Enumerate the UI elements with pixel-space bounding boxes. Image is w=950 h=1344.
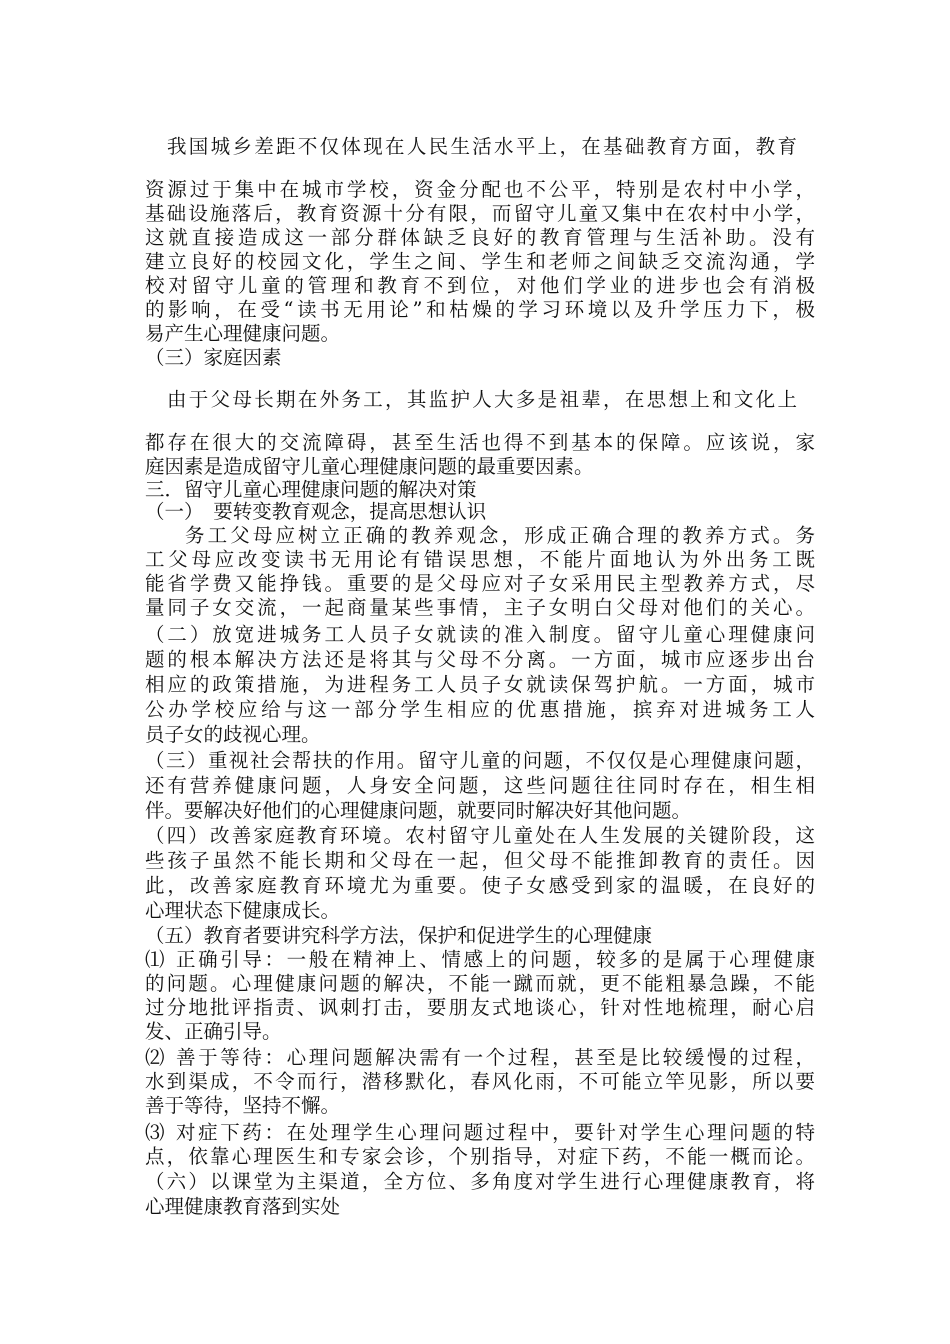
text-line: 这就直接造成这一部分群体缺乏良好的教育管理与生活补助。没有: [145, 226, 815, 249]
text-line: ⑴ 正确引导：一般在精神上、情感上的问题，较多的是属于心理健康: [145, 948, 815, 971]
text-line: 此，改善家庭教育环境尤为重要。使子女感受到家的温暖，在良好的: [145, 874, 815, 897]
text-line: 相应的政策措施，为进程务工人员子女就读保驾护航。一方面，城市: [145, 673, 815, 696]
text-line: 由于父母长期在外务工，其监护人大多是祖辈，在思想上和文化上: [167, 388, 797, 411]
text-line: 基础设施落后，教育资源十分有限，而留守儿童又集中在农村中小学，: [145, 202, 815, 225]
text-line: 的问题。心理健康问题的解决，不能一蹴而就，更不能粗暴急躁，不能: [145, 972, 815, 995]
text-line: 务工父母应树立正确的教养观念，形成正确合理的教养方式。务: [185, 524, 815, 547]
text-line: （三）重视社会帮扶的作用。留守儿童的问题，不仅仅是心理健康问题，: [145, 749, 815, 772]
text-line: 校对留守儿童的管理和教育不到位，对他们学业的进步也会有消极: [145, 274, 815, 297]
text-line: 工父母应改变读书无用论有错误思想，不能片面地认为外出务工既: [145, 548, 815, 571]
text-line: 过分地批评指责、讽刺打击，要朋友式地谈心，针对性地梳理，耐心启: [145, 996, 815, 1019]
section-heading: （五）教育者要讲究科学方法，保护和促进学生的心理健康: [145, 924, 653, 947]
text-line: 发、正确引导。: [145, 1020, 282, 1043]
text-line: 的影响，在受“读书无用论”和枯燥的学习环境以及升学压力下，极: [145, 298, 815, 321]
text-line: 量同子女交流，一起商量某些事情，主子女明白父母对他们的关心。: [145, 596, 815, 619]
text-line: 建立良好的校园文化，学生之间、学生和老师之间缺乏交流沟通，学: [145, 250, 815, 273]
text-line: ⑵ 善于等待：心理问题解决需有一个过程，甚至是比较缓慢的过程，: [145, 1046, 815, 1069]
text-line: 还有营养健康问题，人身安全问题，这些问题往往同时存在，相生相: [145, 774, 815, 797]
text-line: 资源过于集中在城市学校，资金分配也不公平，特别是农村中小学，: [145, 178, 815, 201]
subsection-heading: （一） 要转变教育观念，提高思想认识: [145, 500, 487, 523]
text-line: ⑶ 对症下药：在处理学生心理问题过程中，要针对学生心理问题的特: [145, 1121, 815, 1144]
text-line: 点，依靠心理医生和专家会诊，个别指导，对症下药，不能一概而论。: [145, 1145, 815, 1168]
text-line: 水到渠成，不令而行，潜移默化，春风化雨，不可能立竿见影，所以要: [145, 1070, 815, 1093]
text-line: 伴。要解决好他们的心理健康问题，就要同时解决好其他问题。: [145, 799, 692, 822]
text-line: 能省学费又能挣钱。重要的是父母应对子女采用民主型教养方式，尽: [145, 572, 815, 595]
text-line: （六）以课堂为主渠道，全方位、多角度对学生进行心理健康教育，将: [145, 1170, 815, 1193]
text-line: 公办学校应给与这一部分学生相应的优惠措施，摈弃对进城务工人: [145, 698, 815, 721]
text-line: 些孩子虽然不能长期和父母在一起，但父母不能推卸教育的责任。因: [145, 849, 815, 872]
text-line: 题的根本解决方法还是将其与父母不分离。一方面，城市应逐步出台: [145, 648, 815, 671]
section-heading: （三）家庭因素: [145, 346, 282, 369]
text-line: 庭因素是造成留守儿童心理健康问题的最重要因素。: [145, 455, 594, 478]
text-line: 易产生心理健康问题。: [145, 322, 341, 345]
text-line: （二）放宽进城务工人员子女就读的准入制度。留守儿童心理健康问: [145, 623, 815, 646]
text-line: 心理健康教育落到实处: [145, 1195, 341, 1218]
text-line: 员子女的歧视心理。: [145, 723, 321, 746]
text-line: 都存在很大的交流障碍，甚至生活也得不到基本的保障。应该说，家: [145, 431, 815, 454]
text-line: 我国城乡差距不仅体现在人民生活水平上，在基础教育方面，教育: [167, 135, 797, 158]
text-line: （四）改善家庭教育环境。农村留守儿童处在人生发展的关键阶段，这: [145, 824, 815, 847]
section-heading: 三．留守儿童心理健康问题的解决对策: [145, 478, 477, 501]
text-line: 善于等待，坚持不懈。: [145, 1094, 341, 1117]
text-line: 心理状态下健康成长。: [145, 899, 341, 922]
